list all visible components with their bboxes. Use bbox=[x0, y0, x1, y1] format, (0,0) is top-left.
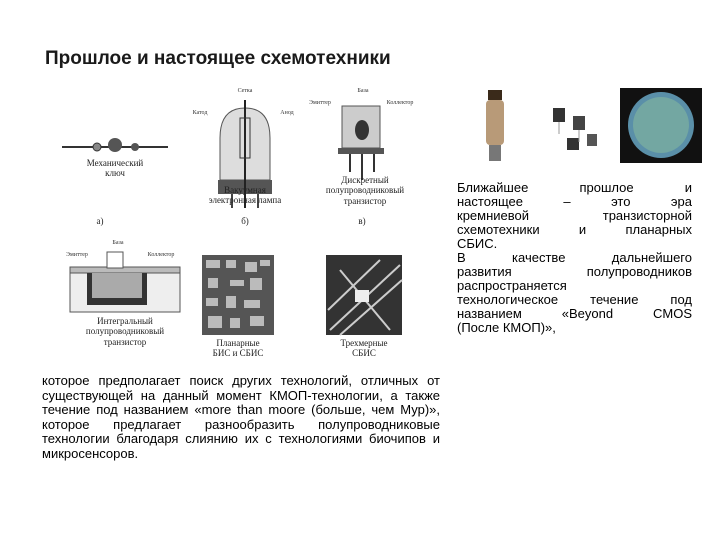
caption-line: Вакуумная bbox=[224, 185, 266, 195]
3d-chip-image bbox=[326, 255, 402, 335]
vacuum-tube-photo bbox=[480, 88, 510, 163]
label-collector-ic: Коллектор bbox=[147, 252, 175, 258]
label-collector: Коллектор bbox=[386, 100, 414, 106]
caption-c bbox=[310, 175, 420, 206]
text-line: кремниевой транзисторной bbox=[457, 208, 692, 223]
letter-b: б) bbox=[241, 216, 249, 226]
caption-line: полупроводниковый bbox=[85, 326, 165, 337]
caption-a bbox=[60, 158, 170, 179]
text-line: названием «Beyond CMOS bbox=[457, 306, 692, 321]
caption-line: транзистор bbox=[343, 195, 387, 206]
caption-b bbox=[200, 185, 290, 206]
label-anode: Анод bbox=[280, 110, 294, 116]
caption-line: Дискретный bbox=[341, 175, 389, 185]
slide-title: Прошлое и настоящее схемотехники bbox=[45, 48, 391, 69]
caption-e bbox=[190, 338, 286, 359]
letter-a: а) bbox=[96, 216, 104, 226]
text-line: схемотехники и планарных bbox=[457, 222, 692, 237]
caption-line: электронная лампа bbox=[208, 195, 282, 206]
label-cathode: Катод bbox=[192, 110, 208, 116]
caption-line: Планарные bbox=[216, 338, 260, 348]
planar-chip-image bbox=[202, 255, 274, 335]
label-base-ic: База bbox=[112, 240, 124, 246]
label-emitter-ic: Эмиттер bbox=[66, 252, 88, 258]
label-base: База bbox=[357, 88, 369, 94]
caption-f bbox=[316, 338, 412, 359]
integrated-transistor-drawing bbox=[70, 252, 180, 312]
letter-c: в) bbox=[358, 216, 366, 226]
text-line: распространяется bbox=[457, 278, 567, 293]
caption-line: Интегральный bbox=[97, 316, 153, 326]
text-line: (После КМОП)», bbox=[457, 320, 556, 335]
evolution-figure bbox=[40, 80, 440, 365]
caption-line: транзистор bbox=[103, 336, 147, 347]
mechanical-switch-drawing bbox=[62, 138, 168, 152]
caption-line: ключ bbox=[105, 168, 125, 179]
text-line: настоящее – это эра bbox=[457, 194, 692, 209]
caption-line: Механический bbox=[86, 158, 144, 168]
text-line: Ближайшее прошлое и bbox=[457, 180, 692, 195]
bottom-paragraph: которое предполагает поиск других технологий, отличных от существующей на данный момент КМОП-технологии, а также течение под названием «more than moore (больше, чем Мур)», которое предлагает разнообразить полупроводниковые технологии благодаря слиянию их с технологиями биочипов и микросенсоров. bbox=[42, 373, 440, 461]
caption-line: Трехмерные bbox=[340, 338, 388, 348]
label-grid: Сетка bbox=[237, 88, 253, 94]
caption-d bbox=[65, 316, 185, 347]
text-line: В качестве дальнейшего bbox=[457, 250, 692, 265]
caption-line: БИС и СБИС bbox=[212, 348, 264, 359]
transistors-photo bbox=[545, 88, 607, 163]
discrete-transistor-drawing bbox=[338, 106, 384, 180]
label-emitter: Эмиттер bbox=[309, 100, 331, 106]
text-line: СБИС. bbox=[457, 236, 498, 251]
text-line: технологическое течение под bbox=[457, 292, 692, 307]
right-paragraph bbox=[457, 181, 692, 335]
silicon-wafer-photo bbox=[620, 88, 702, 163]
text-line: развития полупроводников bbox=[457, 264, 692, 279]
caption-line: полупроводниковый bbox=[325, 185, 405, 196]
caption-line: СБИС bbox=[352, 348, 376, 359]
